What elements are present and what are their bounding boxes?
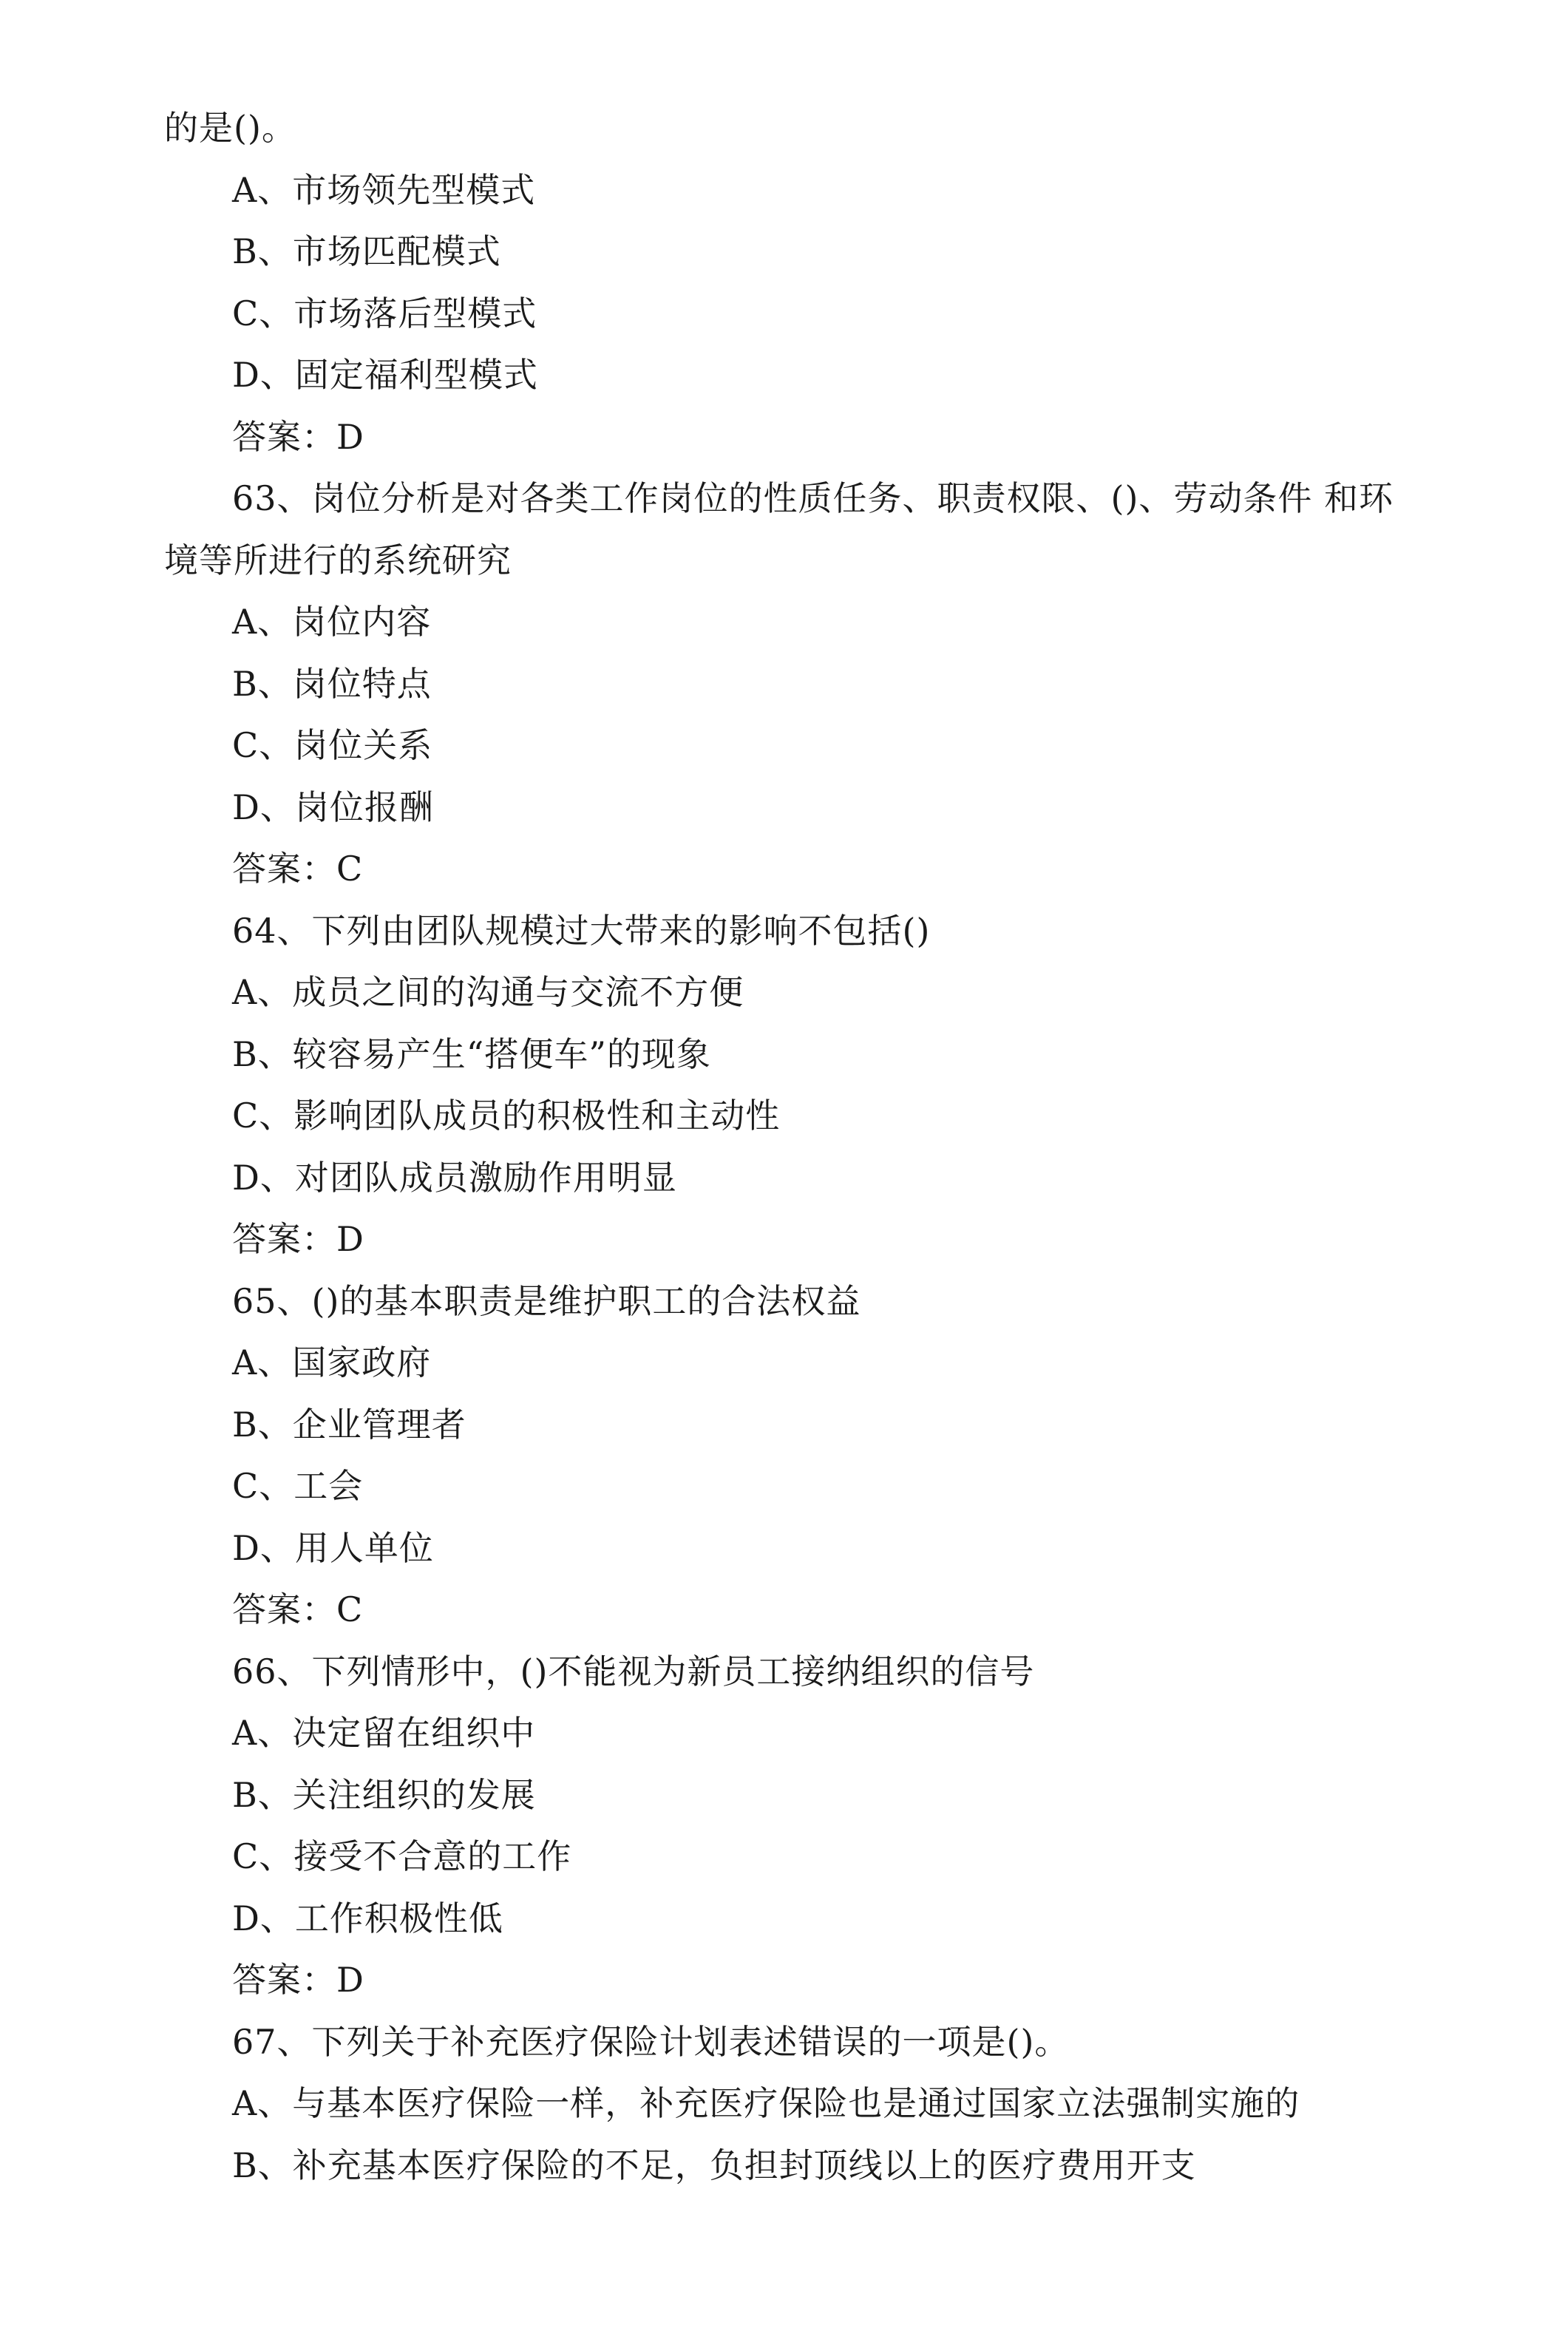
question-63-option-a: A、岗位内容 bbox=[232, 602, 432, 642]
question-67-option-a: A、与基本医疗保险一样，补充医疗保险也是通过国家立法强制实施的 bbox=[232, 2083, 1300, 2123]
question-62-stem-continuation: 的是()。 bbox=[164, 108, 296, 148]
question-65-option-b: B、企业管理者 bbox=[232, 1404, 466, 1445]
question-63-option-d: D、岗位报酬 bbox=[232, 787, 434, 827]
question-66-answer: 答案：D bbox=[232, 1960, 364, 2000]
question-62-option-b: B、市场匹配模式 bbox=[232, 231, 501, 271]
question-63-answer: 答案：C bbox=[232, 849, 364, 889]
question-62-option-c: C、市场落后型模式 bbox=[232, 293, 537, 333]
question-66-option-b: B、关注组织的发展 bbox=[232, 1774, 536, 1815]
question-66-option-c: C、接受不合意的工作 bbox=[232, 1836, 572, 1876]
question-65-option-c: C、工会 bbox=[232, 1466, 364, 1506]
question-63-stem: 63、岗位分析是对各类工作岗位的性质任务、职责权限、()、劳动条件 和环 bbox=[232, 478, 1394, 518]
question-63-option-b: B、岗位特点 bbox=[232, 663, 432, 704]
question-64-option-b: B、较容易产生“搭便车”的现象 bbox=[232, 1033, 711, 1074]
question-66-option-a: A、决定留在组织中 bbox=[232, 1713, 536, 1753]
question-64-answer: 答案：D bbox=[232, 1219, 364, 1259]
question-63-stem-continuation: 境等所进行的系统研究 bbox=[164, 540, 512, 580]
question-65-option-d: D、用人单位 bbox=[232, 1527, 434, 1568]
question-65-option-a: A、国家政府 bbox=[232, 1343, 432, 1382]
question-67-option-b: B、补充基本医疗保险的不足，负担封顶线以上的医疗费用开支 bbox=[232, 2145, 1196, 2185]
question-62-option-a: A、市场领先型模式 bbox=[232, 169, 536, 210]
question-62-option-d: D、固定福利型模式 bbox=[232, 355, 538, 395]
question-66-stem: 66、下列情形中，()不能视为新员工接纳组织的信号 bbox=[232, 1651, 1035, 1691]
question-67-stem: 67、下列关于补充医疗保险计划表述错误的一项是()。 bbox=[232, 2021, 1070, 2062]
question-64-stem: 64、下列由团队规模过大带来的影响不包括() bbox=[232, 910, 931, 951]
question-65-stem: 65、()的基本职责是维护职工的合法权益 bbox=[232, 1280, 861, 1321]
question-63-option-c: C、岗位关系 bbox=[232, 725, 433, 765]
question-64-option-a: A、成员之间的沟通与交流不方便 bbox=[232, 972, 744, 1012]
question-66-option-d: D、工作积极性低 bbox=[232, 1898, 503, 1938]
question-62-answer: 答案：D bbox=[232, 416, 364, 457]
question-65-answer: 答案：C bbox=[232, 1589, 364, 1629]
question-64-option-c: C、影响团队成员的积极性和主动性 bbox=[232, 1096, 781, 1136]
question-64-option-d: D、对团队成员激励作用明显 bbox=[232, 1157, 677, 1198]
